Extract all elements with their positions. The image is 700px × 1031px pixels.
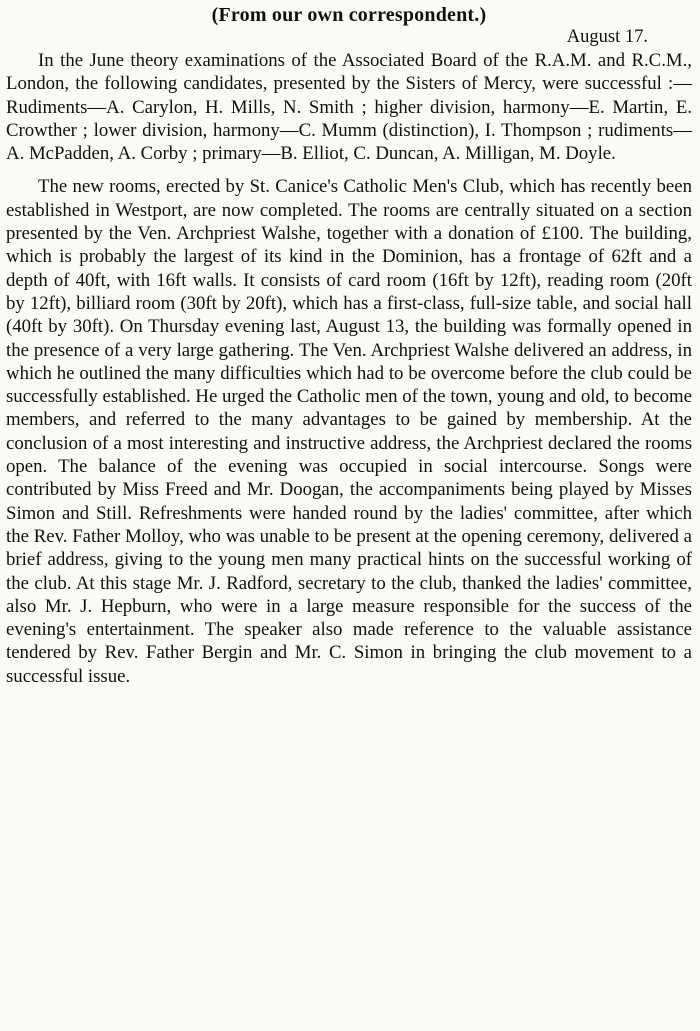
dateline: August 17. <box>566 27 648 47</box>
correspondent-heading: (From our own correspondent.) <box>211 4 487 26</box>
paragraph-club-rooms: The new rooms, erected by St. Canice's Catholic Men's Club, which has recently been established in Westport, are now completed. The rooms are centrally situated on a section presented by the Ven. Archpriest Walshe, together with a donation of £100. The building, which is probably the largest of its kind in the Dominion, has a frontage of 62ft and a depth of 40ft, with 16ft walls. It consists of card room (16ft by 12ft), reading room (20ft by 12ft), billiard room (30ft by 20ft), which has a first-class, full-size table, and social hall (40ft by 30ft). On Thursday evening last, August 13, the building was formally opened in the presence of a very large gathering. The Ven. Archpriest Walshe delivered an address, in which he outlined the many difficulties which had to be overcome before the club could be successfully established. He urged the Catholic men of the town, young and old, to become members, and referred to the many advantages to be gained by membership. At the conclusion of a most interesting and instructive address, the Archpriest declared the rooms open. The balance of the evening was occupied in social intercourse. Songs were contributed by Miss Freed and Mr. Doogan, the accompaniments being played by Misses Simon and Still. Refreshments were handed round by the ladies' committee, after which the Rev. Father Molloy, who was unable to be present at the opening ceremony, delivered a brief address, giving to the young men many practical hints on the successful working of the club. At this stage Mr. J. Radford, secretary to the club, thanked the ladies' committee, also Mr. J. Hepburn, who were in a large measure responsible for the success of the evening's entertainment. The speaker also made reference to the valuable assistance tendered by Rev. Father Bergin and Mr. C. Simon in bringing the club movement to a successful issue. <box>6 176 692 687</box>
paragraph-examinations: In the June theory examinations of the Associated Board of the R.A.M. and R.C.M., London, the following candidates, presented by the Sisters of Mercy, were successful :—Rudiments—A. Carylon, H. Mills, N. Smith ; higher division, harmony—E. Martin, E. Crowther ; lower division, harmony—C. Mumm (distinction), I. Thompson ; rudiments—A. McPadden, A. Corby ; primary—B. Elliot, C. Duncan, A. Milligan, M. Doyle. <box>6 50 692 165</box>
